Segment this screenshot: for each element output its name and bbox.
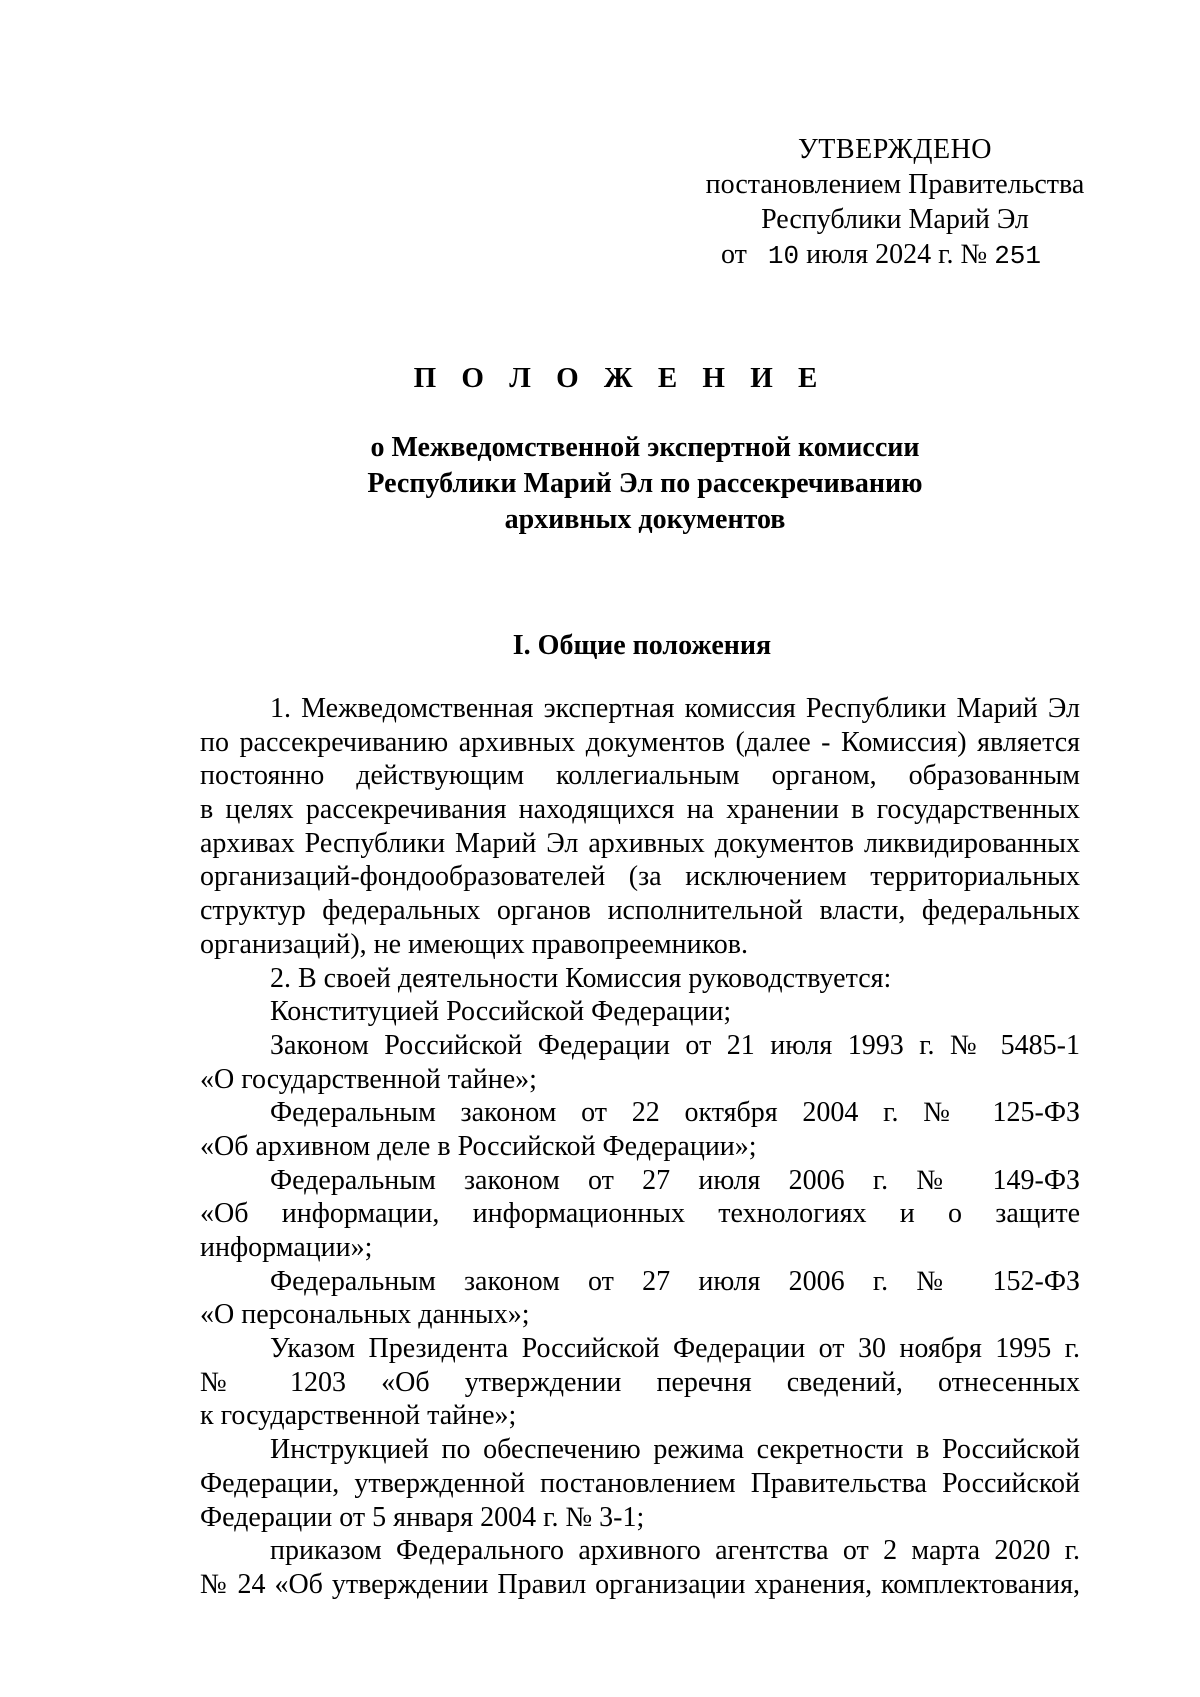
- body-line: «О персональных данных»;: [200, 1299, 530, 1331]
- approval-date-prefix: от: [720, 239, 747, 270]
- approval-date-line: [676, 237, 1086, 274]
- body-line: организаций-фондообразователей (за исключением территориальных: [200, 861, 1080, 893]
- body-line: «Об архивном деле в Российской Федерации»;: [200, 1130, 757, 1162]
- body-line: Федеральным законом от 27 июля 2006 г. № 149-ФЗ: [270, 1164, 1080, 1196]
- body-line: № 1203 «Об утверждении перечня сведений, отнесенных: [200, 1366, 1080, 1398]
- body-line: по рассекречиванию архивных документов (далее - Комиссия) является: [200, 726, 1080, 758]
- approval-stamp: [690, 132, 1100, 274]
- body-line: Федеральным законом от 27 июля 2006 г. № 152-ФЗ: [270, 1265, 1080, 1297]
- body-line: к государственной тайне»;: [200, 1400, 517, 1432]
- document-subtitle: [330, 430, 960, 538]
- body-line: Федерации от 5 января 2004 г. № 3-1;: [200, 1501, 645, 1533]
- body-line: № 24 «Об утверждении Правил организации хранения, комплектования,: [200, 1568, 1080, 1600]
- section-heading: I. Общие положения: [512, 630, 772, 661]
- body-line: Инструкцией по обеспечению режима секретности в Российской: [270, 1434, 1080, 1466]
- body-line: Законом Российской Федерации от 21 июля 1993 г. № 5485-1: [270, 1029, 1080, 1061]
- body-line: Федеральным законом от 22 октября 2004 г. № 125-ФЗ: [270, 1097, 1080, 1129]
- body-line: «О государственной тайне»;: [200, 1063, 537, 1095]
- approval-line-1: постановлением Правительства: [705, 169, 1085, 200]
- approval-date-day: 10: [767, 241, 800, 271]
- approval-number: 251: [994, 241, 1041, 271]
- body-line: Конституцией Российской Федерации;: [270, 996, 732, 1028]
- approval-title: УТВЕРЖДЕНО: [797, 134, 993, 165]
- body-line: Федерации, утвержденной постановлением Правительства Российской: [200, 1467, 1080, 1499]
- body-line: информации»;: [200, 1232, 373, 1263]
- subtitle-line-2: Республики Марий Эл по рассекречиванию: [367, 468, 923, 499]
- document-title: П О Л О Ж Е Н И Е: [413, 362, 827, 394]
- body-line: Указом Президента Российской Федерации от 30 ноября 1995 г.: [270, 1333, 1080, 1365]
- body-line: структур федеральных органов исполнительной власти, федеральных: [200, 895, 1080, 927]
- body-line: постоянно действующим коллегиальным органом, образованным: [200, 760, 1080, 792]
- body-line: 1. Межведомственная экспертная комиссия Республики Марий Эл: [270, 693, 1080, 724]
- approval-line-2: Республики Марий Эл: [761, 204, 1029, 235]
- body-line: приказом Федерального архивного агентства от 2 марта 2020 г.: [270, 1535, 1080, 1567]
- body-line: организаций), не имеющих правопреемников.: [200, 928, 749, 960]
- body-line: «Об информации, информационных технологиях и о защите: [200, 1198, 1080, 1230]
- body-text: [200, 692, 1080, 1602]
- body-line: в целях рассекречивания находящихся на хранении в государственных: [200, 794, 1080, 826]
- body-line: архивах Республики Марий Эл архивных документов ликвидированных: [200, 827, 1080, 859]
- subtitle-line-3: архивных документов: [504, 504, 786, 535]
- subtitle-line-1: о Межведомственной экспертной комиссии: [370, 432, 920, 463]
- body-line: 2. В своей деятельности Комиссия руководствуется:: [270, 962, 892, 994]
- approval-date-rest: июля 2024 г. №: [806, 239, 988, 270]
